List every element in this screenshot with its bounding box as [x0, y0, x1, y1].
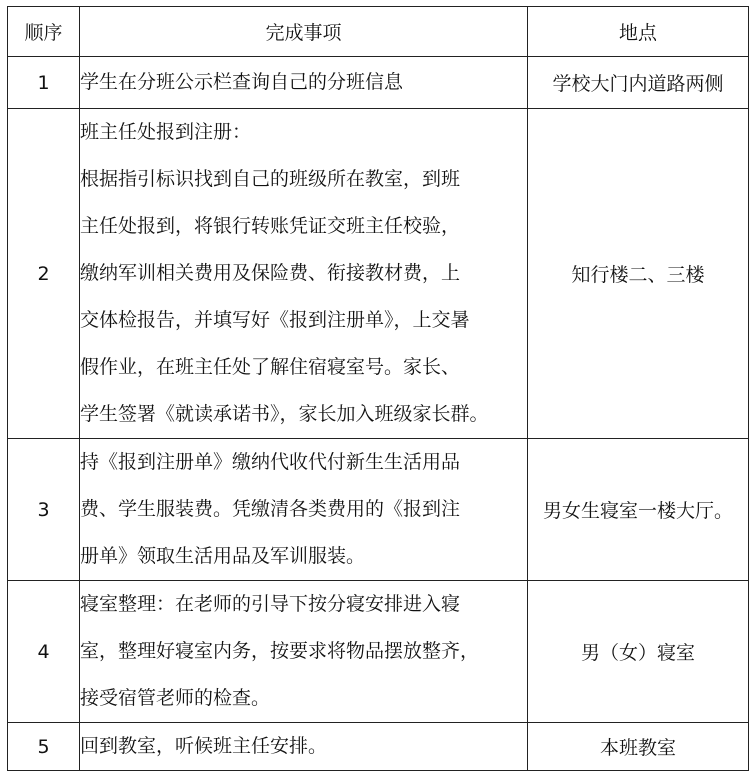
task-line: 交体检报告，并填写好《报到注册单》，上交暑 [80, 309, 470, 331]
header-order: 顺序 [8, 7, 80, 57]
task-line: 假作业，在班主任处了解住宿寝室号。家长、 [80, 356, 461, 378]
table-row [8, 723, 749, 771]
row-order: 1 [8, 57, 80, 109]
task-line: 册单》领取生活用品及军训服装。 [80, 545, 366, 567]
task-line: 持《报到注册单》缴纳代收代付新生生活用品 [80, 451, 461, 473]
table-row [8, 581, 749, 723]
row-location: 男女生寝室一楼大厅。 [528, 439, 749, 581]
header-location: 地点 [528, 7, 749, 57]
row-location: 男（女）寝室 [528, 581, 749, 723]
task-line: 回到教室，听候班主任安排。 [80, 735, 328, 757]
task-line: 室，整理好寝室内务，按要求将物品摆放整齐， [80, 640, 480, 662]
row-task [80, 57, 528, 109]
task-line: 学生在分班公示栏查询自己的分班信息 [80, 71, 404, 93]
table-header-row [8, 7, 749, 57]
table-row [8, 439, 749, 581]
row-order: 5 [8, 723, 80, 771]
row-task [80, 723, 528, 771]
table-row [8, 109, 749, 439]
row-task [80, 439, 528, 581]
task-line: 费、学生服装费。凭缴清各类费用的《报到注 [80, 498, 461, 520]
registration-schedule-table [7, 6, 749, 771]
task-line: 根据指引标识找到自己的班级所在教室，到班 [80, 168, 461, 190]
row-location: 本班教室 [528, 723, 749, 771]
task-line: 接受宿管老师的检查。 [80, 687, 271, 709]
row-task [80, 109, 528, 439]
row-task [80, 581, 528, 723]
row-location: 知行楼二、三楼 [528, 109, 749, 439]
row-location: 学校大门内道路两侧 [528, 57, 749, 109]
task-line: 班主任处报到注册： [80, 121, 252, 143]
task-line: 学生签署《就读承诺书》，家长加入班级家长群。 [80, 403, 489, 425]
row-order: 3 [8, 439, 80, 581]
table-row [8, 57, 749, 109]
row-order: 4 [8, 581, 80, 723]
row-order: 2 [8, 109, 80, 439]
task-line: 寝室整理：在老师的引导下按分寝安排进入寝 [80, 593, 461, 615]
task-line: 缴纳军训相关费用及保险费、衔接教材费，上 [80, 262, 461, 284]
header-task: 完成事项 [80, 7, 528, 57]
task-line: 主任处报到，将银行转账凭证交班主任校验， [80, 215, 461, 237]
